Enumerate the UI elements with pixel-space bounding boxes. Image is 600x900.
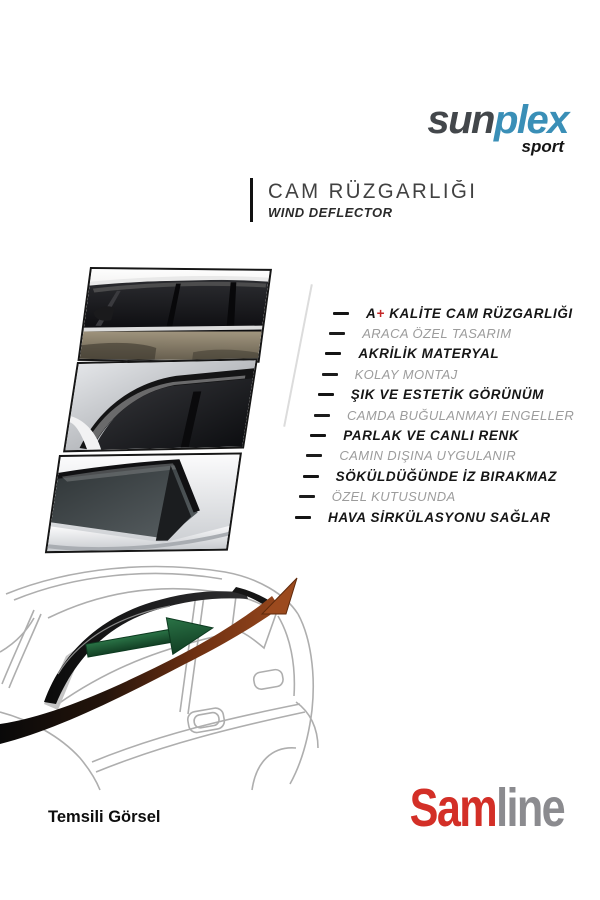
feature-text: CAMIN DIŞINA UYGULANIR bbox=[339, 448, 517, 464]
title-block bbox=[250, 178, 484, 222]
feature-text: ŞIK VE ESTETİK GÖRÜNÜM bbox=[350, 387, 545, 403]
feature-text: PARLAK VE CANLI RENK bbox=[343, 428, 520, 444]
logo-wordmark bbox=[427, 98, 568, 142]
feature-text: AKRİLİK MATERYAL bbox=[358, 346, 500, 362]
feature-item bbox=[318, 385, 595, 405]
samline-logo-part-sam: Sam bbox=[409, 778, 496, 838]
page-title: CAM RÜZGARLIĞI bbox=[268, 180, 478, 203]
dash-bullet-icon bbox=[333, 312, 349, 315]
dash-bullet-icon bbox=[306, 454, 322, 457]
feature-item bbox=[299, 487, 595, 507]
dash-bullet-icon bbox=[318, 393, 334, 396]
feature-item bbox=[295, 507, 595, 527]
feature-item bbox=[322, 364, 595, 384]
feature-item bbox=[303, 466, 595, 486]
feature-text: ÖZEL KUTUSUNDA bbox=[331, 489, 456, 505]
feature-text: CAMDA BUĞULANMAYI ENGELLER bbox=[347, 407, 575, 423]
deflector-side-view-photo bbox=[77, 267, 272, 363]
photo1-art bbox=[80, 269, 270, 361]
feature-item bbox=[306, 446, 595, 466]
feature-text: A+ KALİTE CAM RÜZGARLIĞI bbox=[366, 305, 573, 321]
dash-bullet-icon bbox=[314, 414, 330, 417]
deflected-airflow-arrow bbox=[0, 596, 280, 744]
photo2-art bbox=[65, 360, 255, 450]
feature-item bbox=[314, 405, 595, 425]
green-airflow-arrow bbox=[84, 610, 216, 669]
dash-bullet-icon bbox=[310, 434, 326, 437]
logo-part-sun: sun bbox=[427, 98, 494, 142]
feature-item bbox=[325, 344, 595, 364]
feature-text: KOLAY MONTAJ bbox=[354, 366, 458, 382]
page-subtitle: WIND DEFLECTOR bbox=[268, 205, 393, 220]
deflector-front-window-photo bbox=[45, 452, 242, 553]
samline-logo-part-line: line bbox=[495, 778, 564, 838]
dash-bullet-icon bbox=[329, 332, 345, 335]
front-deflector-shape bbox=[44, 591, 248, 704]
airflow-deflection-diagram bbox=[0, 552, 335, 792]
sunplex-logo bbox=[427, 100, 568, 155]
feature-text: SÖKÜLDÜĞÜNDE İZ BIRAKMAZ bbox=[335, 468, 557, 484]
dash-bullet-icon bbox=[299, 495, 315, 498]
logo-tagline: sport bbox=[521, 137, 564, 156]
title-accent-bar bbox=[250, 178, 253, 222]
dash-bullet-icon bbox=[325, 352, 341, 355]
logo-part-plex: plex bbox=[493, 98, 568, 142]
dash-bullet-icon bbox=[303, 475, 319, 478]
feature-item bbox=[333, 303, 595, 323]
plus-accent: + bbox=[376, 305, 385, 321]
representative-image-disclaimer: Temsili Görsel bbox=[48, 808, 161, 826]
feature-text: ARACA ÖZEL TASARIM bbox=[362, 326, 512, 342]
photo3-art bbox=[47, 454, 240, 551]
feature-item bbox=[310, 425, 595, 445]
samline-logo bbox=[409, 778, 564, 838]
deflected-airflow-arrowhead bbox=[262, 578, 297, 614]
dash-bullet-icon bbox=[295, 516, 311, 519]
feature-list bbox=[295, 303, 595, 527]
deflector-closeup-angle-photo bbox=[63, 358, 258, 452]
dash-bullet-icon bbox=[322, 373, 338, 376]
feature-item bbox=[329, 323, 595, 343]
feature-text: HAVA SİRKÜLASYONU SAĞLAR bbox=[328, 509, 551, 525]
